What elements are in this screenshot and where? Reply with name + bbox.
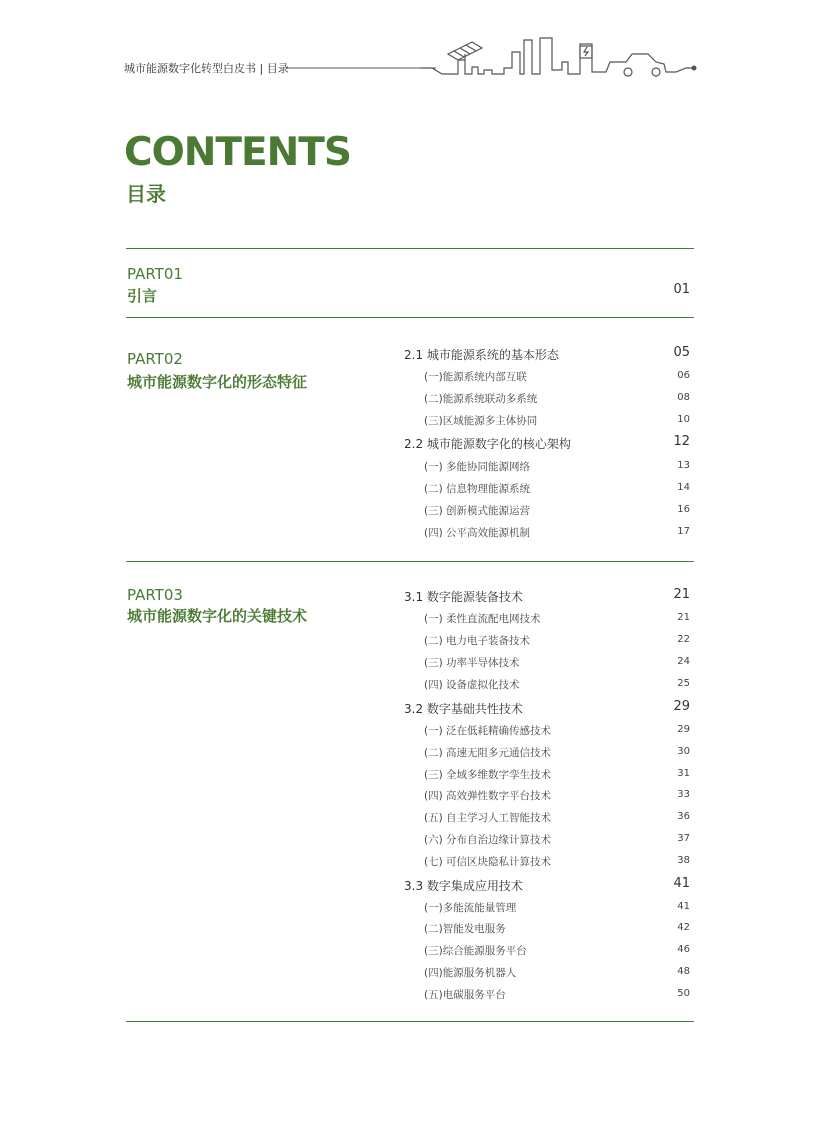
part-label: PART02 [127,350,183,368]
toc-page-number: 24 [677,656,690,667]
page-title: CONTENTS [124,130,351,175]
part-title: 引言 [127,287,158,305]
toc-section-title: 3.3 数字集成应用技术 [404,879,523,893]
toc-item[interactable] [424,921,690,936]
toc-item[interactable] [424,391,690,406]
part-label: PART01 [127,265,183,283]
toc-item-title: (三)综合能源服务平台 [424,945,527,957]
divider [126,317,694,318]
toc-page-number: 48 [677,966,690,977]
toc-item-title: (一) 多能协同能源网络 [424,461,531,473]
toc-page-number: 46 [677,944,690,955]
toc-page-number: 33 [677,789,690,800]
divider [126,248,694,249]
toc-item-title: (二) 高速无阻多元通信技术 [424,747,552,759]
toc-page-number: 22 [677,634,690,645]
toc-page-number: 36 [677,811,690,822]
toc-item[interactable] [424,413,690,428]
toc-page-number: 08 [677,392,690,403]
toc-item[interactable] [424,503,690,518]
toc-page-number: 37 [677,833,690,844]
toc-item-title: (一) 泛在低耗精确传感技术 [424,725,552,737]
toc-item[interactable] [424,723,690,738]
toc-item[interactable] [424,525,690,540]
toc-section[interactable] [404,346,690,363]
toc-page-number: 10 [677,414,690,425]
toc-page-number: 12 [673,434,690,449]
toc-item-title: (二) 电力电子装备技术 [424,635,531,647]
toc-page-number: 29 [673,699,690,714]
toc-page-number: 25 [677,678,690,689]
toc-item-title: (七) 可信区块隐私计算技术 [424,856,552,868]
toc-item[interactable] [424,655,690,670]
part-label: PART03 [127,586,183,604]
toc-item[interactable] [424,745,690,760]
toc-section[interactable] [404,700,690,717]
solar-panel-icon [448,42,482,60]
toc-item-title: (四) 高效弹性数字平台技术 [424,790,552,802]
toc-page-number: 41 [677,901,690,912]
toc-item-title: (一)多能流能量管理 [424,902,517,914]
toc-item-title: (三)区域能源多主体协同 [424,415,538,427]
page-subtitle: 目录 [126,182,166,206]
toc-item-title: (三) 功率半导体技术 [424,657,520,669]
toc-item[interactable] [424,965,690,980]
toc-item-title: (二)能源系统联动多系统 [424,393,538,405]
toc-item[interactable] [424,767,690,782]
toc-item-title: (四)能源服务机器人 [424,967,517,979]
toc-item-title: (四) 设备虚拟化技术 [424,679,520,691]
car-icon [624,68,660,76]
toc-item-title: (五)电碳服务平台 [424,989,506,1001]
toc-section[interactable] [404,435,690,452]
toc-page-number: 31 [677,768,690,779]
toc-item-title: (六) 分布自治边缘计算技术 [424,834,552,846]
toc-item[interactable] [424,481,690,496]
toc-page-number: 41 [673,876,690,891]
toc-item[interactable] [424,677,690,692]
toc-item-title: (三) 全域多维数字孪生技术 [424,769,552,781]
divider [126,1021,694,1022]
header-rule [286,67,436,71]
toc-page-number: 16 [677,504,690,515]
toc-item-title: (一)能源系统内部互联 [424,371,527,383]
toc-item-title: (二) 信息物理能源系统 [424,483,531,495]
toc-section[interactable] [404,877,690,894]
toc-item[interactable] [424,943,690,958]
toc-page-number: 21 [673,587,690,602]
toc-item-title: (五) 自主学习人工智能技术 [424,812,552,824]
part-title: 城市能源数字化的关键技术 [127,607,308,625]
toc-section[interactable] [404,588,690,605]
toc-item[interactable] [424,987,690,1002]
toc-section-title: 2.1 城市能源系统的基本形态 [404,348,559,362]
toc-item[interactable] [424,633,690,648]
toc-page-number: 05 [673,345,690,360]
toc-section-title: 2.2 城市能源数字化的核心架构 [404,437,571,451]
toc-section-title: 3.2 数字基础共性技术 [404,702,523,716]
toc-item[interactable] [424,810,690,825]
city-skyline-icon [420,32,700,82]
toc-item[interactable] [424,611,690,626]
part-page-number: 01 [673,282,690,297]
toc-section-title: 3.1 数字能源装备技术 [404,590,523,604]
toc-page-number: 38 [677,855,690,866]
toc-page-number: 29 [677,724,690,735]
divider [126,561,694,562]
toc-item[interactable] [424,832,690,847]
toc-item[interactable] [424,900,690,915]
toc-page-number: 42 [677,922,690,933]
toc-page-number: 06 [677,370,690,381]
toc-item-title: (三) 创新模式能源运营 [424,505,531,517]
toc-item-title: (一) 柔性直流配电网技术 [424,613,541,625]
toc-item[interactable] [424,369,690,384]
toc-page-number: 21 [677,612,690,623]
toc-item[interactable] [424,854,690,869]
toc-page-number: 50 [677,988,690,999]
toc-item-title: (二)智能发电服务 [424,923,506,935]
toc-page-number: 17 [677,526,690,537]
toc-item[interactable] [424,459,690,474]
toc-page-number: 14 [677,482,690,493]
toc-item[interactable] [424,788,690,803]
running-header: 城市能源数字化转型白皮书 | 目录 [124,62,289,75]
toc-page-number: 30 [677,746,690,757]
toc-item-title: (四) 公平高效能源机制 [424,527,531,539]
part-title: 城市能源数字化的形态特征 [127,373,308,391]
toc-page-number: 13 [677,460,690,471]
